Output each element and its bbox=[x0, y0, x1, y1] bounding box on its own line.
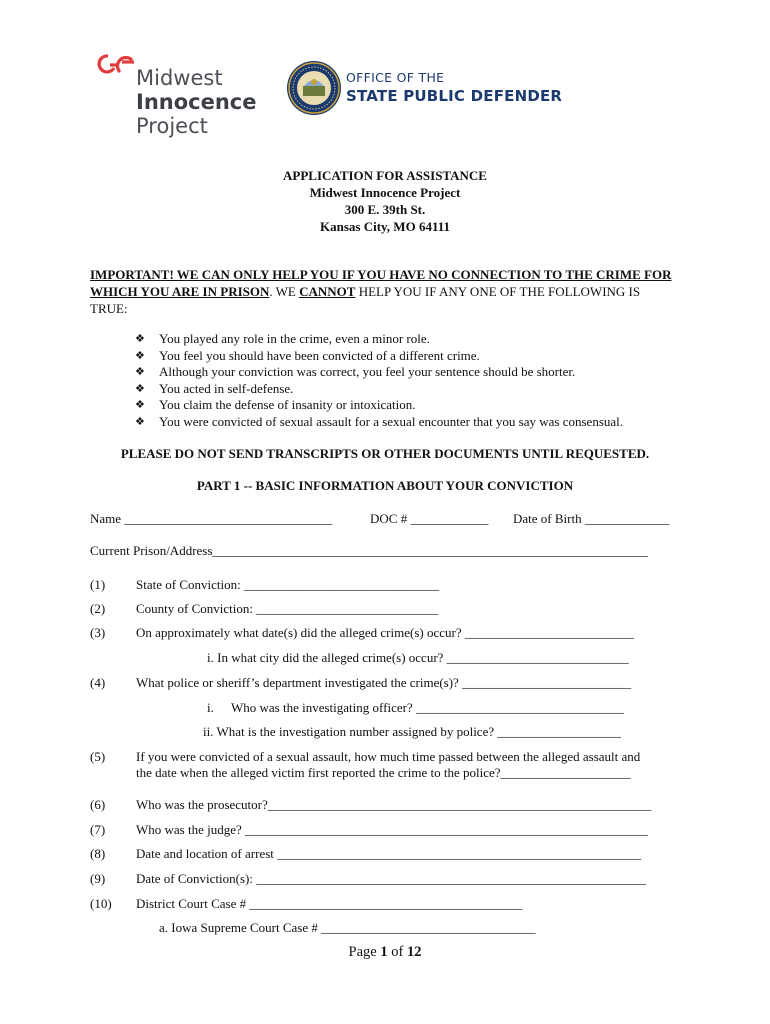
midwest-innocence-project-logo bbox=[96, 52, 256, 144]
list-item: ❖ You acted in self-defense. bbox=[135, 380, 294, 396]
q5-text-line1: If you were convicted of a sexual assault, how much time passed between the alleged assault and bbox=[136, 749, 641, 764]
office-line-1: OFFICE OF THE bbox=[346, 70, 445, 85]
important-notice: IMPORTANT! WE CAN ONLY HELP YOU IF YOU HAVE NO CONNECTION TO THE CRIME FOR WHICH YOU ARE IN PRISON. WE CANNOT HELP YOU IF ANY ONE OF THE FOLLOWING IS TRUE: bbox=[90, 267, 672, 316]
list-item: ❖ You feel you should have been convicted of a different crime. bbox=[135, 347, 480, 363]
investigating-department-field[interactable]: What police or sheriff’s department investigated the crime(s)? __________________________ bbox=[136, 675, 632, 690]
list-item: ❖ Although your conviction was correct, you feel your sentence should be shorter. bbox=[135, 364, 576, 380]
diamond-bullet-icon: ❖ bbox=[135, 366, 145, 379]
mip-logo-text: Midwest Innocence Project bbox=[136, 66, 257, 138]
arrest-date-location-field[interactable]: Date and location of arrest ________________________________________________________ bbox=[136, 846, 642, 861]
district-court-case-field[interactable]: District Court Case # __________________________________________ bbox=[136, 896, 523, 911]
diamond-bullet-icon: ❖ bbox=[135, 349, 145, 362]
crime-city-field[interactable]: i. In what city did the alleged crime(s) occur? ____________________________ bbox=[207, 650, 629, 665]
q7-number: (7) bbox=[90, 822, 106, 837]
application-title-block bbox=[0, 167, 770, 235]
list-item: ❖ You were convicted of sexual assault for a sexual encounter that you say was consensual. bbox=[135, 413, 624, 429]
q2-number: (2) bbox=[90, 601, 106, 616]
iowa-supreme-court-case-field[interactable]: a. Iowa Supreme Court Case # _________________________________ bbox=[159, 920, 536, 935]
state-of-conviction-field[interactable]: State of Conviction: ______________________________ bbox=[136, 577, 439, 592]
date-of-birth-field[interactable]: Date of Birth _____________ bbox=[513, 511, 670, 526]
name-field[interactable]: Name ________________________________ bbox=[90, 511, 333, 526]
page-number: Page 1 of 12 bbox=[348, 944, 422, 960]
diamond-bullet-icon: ❖ bbox=[135, 399, 145, 412]
report-delay-field[interactable]: the date when the alleged victim first reported the crime to the police?____________________ bbox=[136, 765, 631, 780]
q3-number: (3) bbox=[90, 625, 106, 640]
investigation-number-field[interactable]: ii. What is the investigation number assigned by police? ___________________ bbox=[203, 724, 621, 739]
q4-number: (4) bbox=[90, 675, 106, 690]
org-street: 300 E. 39th St. bbox=[344, 202, 426, 217]
disqualifier-list bbox=[135, 331, 695, 431]
org-name: Midwest Innocence Project bbox=[309, 185, 461, 200]
judge-field[interactable]: Who was the judge? ______________________________________________________________ bbox=[136, 822, 649, 837]
q9-number: (9) bbox=[90, 871, 106, 886]
application-title: APPLICATION FOR ASSISTANCE bbox=[283, 168, 487, 183]
diamond-bullet-icon: ❖ bbox=[135, 415, 145, 428]
diamond-bullet-icon: ❖ bbox=[135, 333, 145, 345]
office-state-public-defender-logo bbox=[346, 70, 562, 105]
q1-number: (1) bbox=[90, 577, 106, 592]
investigating-officer-field[interactable]: Who was the investigating officer? ________________________________ bbox=[231, 700, 624, 715]
q8-number: (8) bbox=[90, 846, 106, 861]
state-seal-icon bbox=[286, 60, 342, 116]
diamond-bullet-icon: ❖ bbox=[135, 382, 145, 395]
org-city: Kansas City, MO 64111 bbox=[319, 219, 451, 234]
part1-heading: PART 1 -- BASIC INFORMATION ABOUT YOUR CONVICTION bbox=[196, 478, 574, 493]
do-not-send-notice: PLEASE DO NOT SEND TRANSCRIPTS OR OTHER DOCUMENTS UNTIL REQUESTED. bbox=[120, 446, 650, 461]
conviction-date-field[interactable]: Date of Conviction(s): ____________________________________________________________ bbox=[136, 871, 647, 886]
county-of-conviction-field[interactable]: County of Conviction: ____________________________ bbox=[136, 601, 439, 616]
list-item: ❖ You claim the defense of insanity or intoxication. bbox=[135, 397, 416, 413]
q4i-number: i. bbox=[207, 700, 214, 715]
prosecutor-field[interactable]: Who was the prosecutor?___________________________________________________________ bbox=[136, 797, 652, 812]
list-item: ❖ You played any role in the crime, even a minor role. bbox=[135, 331, 430, 346]
q6-number: (6) bbox=[90, 797, 106, 812]
crime-date-field[interactable]: On approximately what date(s) did the alleged crime(s) occur? __________________________ bbox=[136, 625, 634, 640]
mip-chain-icon bbox=[96, 52, 138, 78]
office-line-2: STATE PUBLIC DEFENDER bbox=[346, 87, 563, 105]
doc-number-field[interactable]: DOC # ____________ bbox=[370, 511, 489, 526]
q5-number: (5) bbox=[90, 749, 106, 764]
current-address-field[interactable]: Current Prison/Address___________________________________________________________________ bbox=[90, 543, 648, 558]
q10-number: (10) bbox=[90, 896, 112, 911]
